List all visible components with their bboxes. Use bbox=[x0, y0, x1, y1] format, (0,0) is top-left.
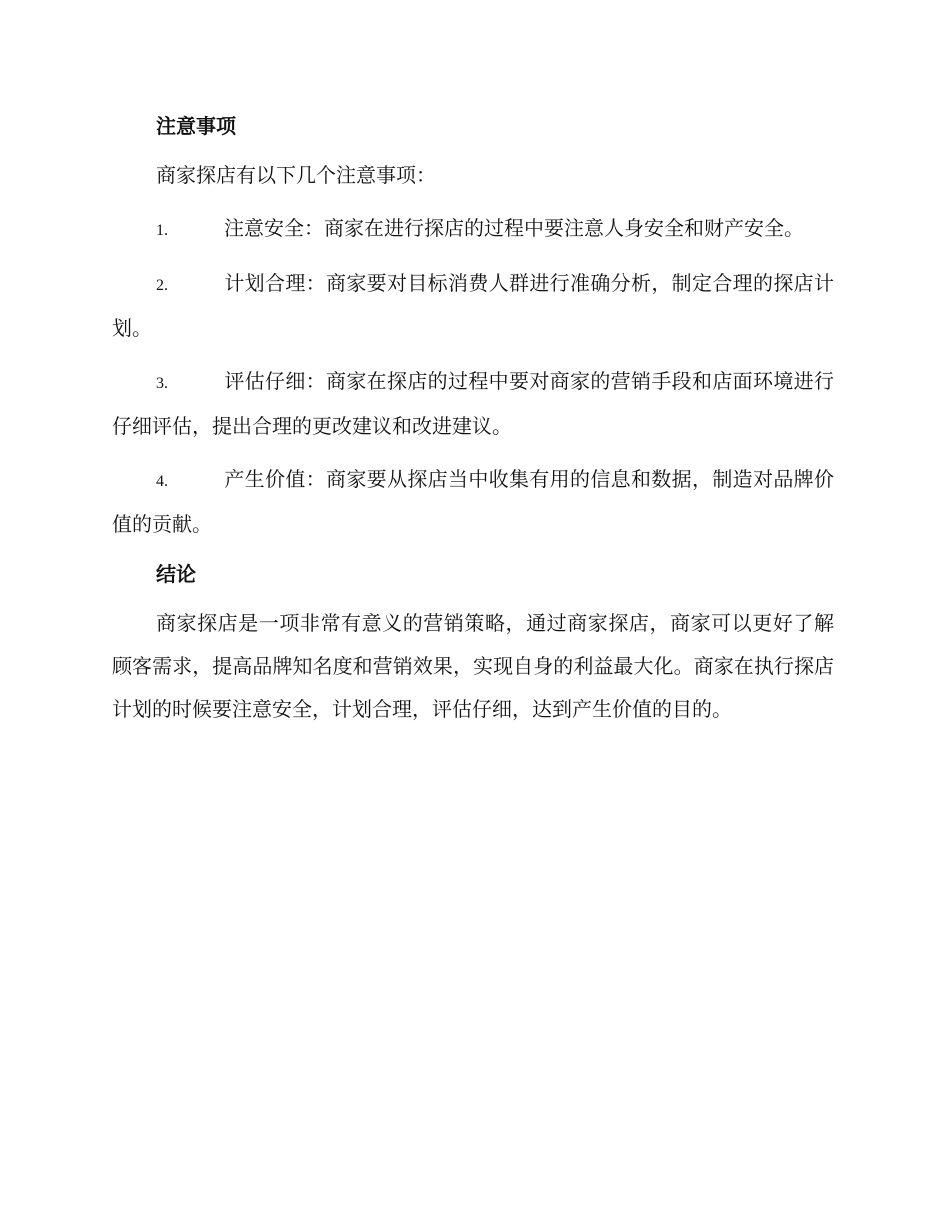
list-number: 3. bbox=[156, 375, 168, 392]
list-item-text: 产生价值：商家要从探店当中收集有用的信息和数据，制造对品牌价值的贡献。 bbox=[112, 467, 834, 536]
section-heading-conclusion: 结论 bbox=[156, 562, 196, 586]
section-heading-notes: 注意事项 bbox=[156, 114, 236, 138]
list-item bbox=[112, 360, 834, 448]
list-item-text: 注意安全：商家在进行探店的过程中要注意人身安全和财产安全。 bbox=[224, 216, 804, 240]
list-item bbox=[112, 207, 834, 252]
list-item-text: 计划合理：商家要对目标消费人群进行准确分析，制定合理的探店计划。 bbox=[112, 271, 834, 340]
list-item-text: 评估仔细：商家在探店的过程中要对商家的营销手段和店面环境进行仔细评估，提出合理的更改建议和改进建议。 bbox=[112, 369, 834, 438]
list-item bbox=[112, 262, 834, 350]
list-number: 4. bbox=[156, 473, 168, 490]
notes-intro: 商家探店有以下几个注意事项： bbox=[156, 163, 436, 187]
document-page bbox=[112, 108, 834, 741]
list-number: 2. bbox=[156, 277, 168, 294]
list-number: 1. bbox=[156, 222, 168, 239]
list-item bbox=[112, 458, 834, 546]
conclusion-body: 商家探店是一项非常有意义的营销策略，通过商家探店，商家可以更好了解顾客需求，提高品牌知名度和营销效果，实现自身的利益最大化。商家在执行探店计划的时候要注意安全，计划合理，评估仔细，达到产生价值的目的。 bbox=[112, 611, 834, 721]
